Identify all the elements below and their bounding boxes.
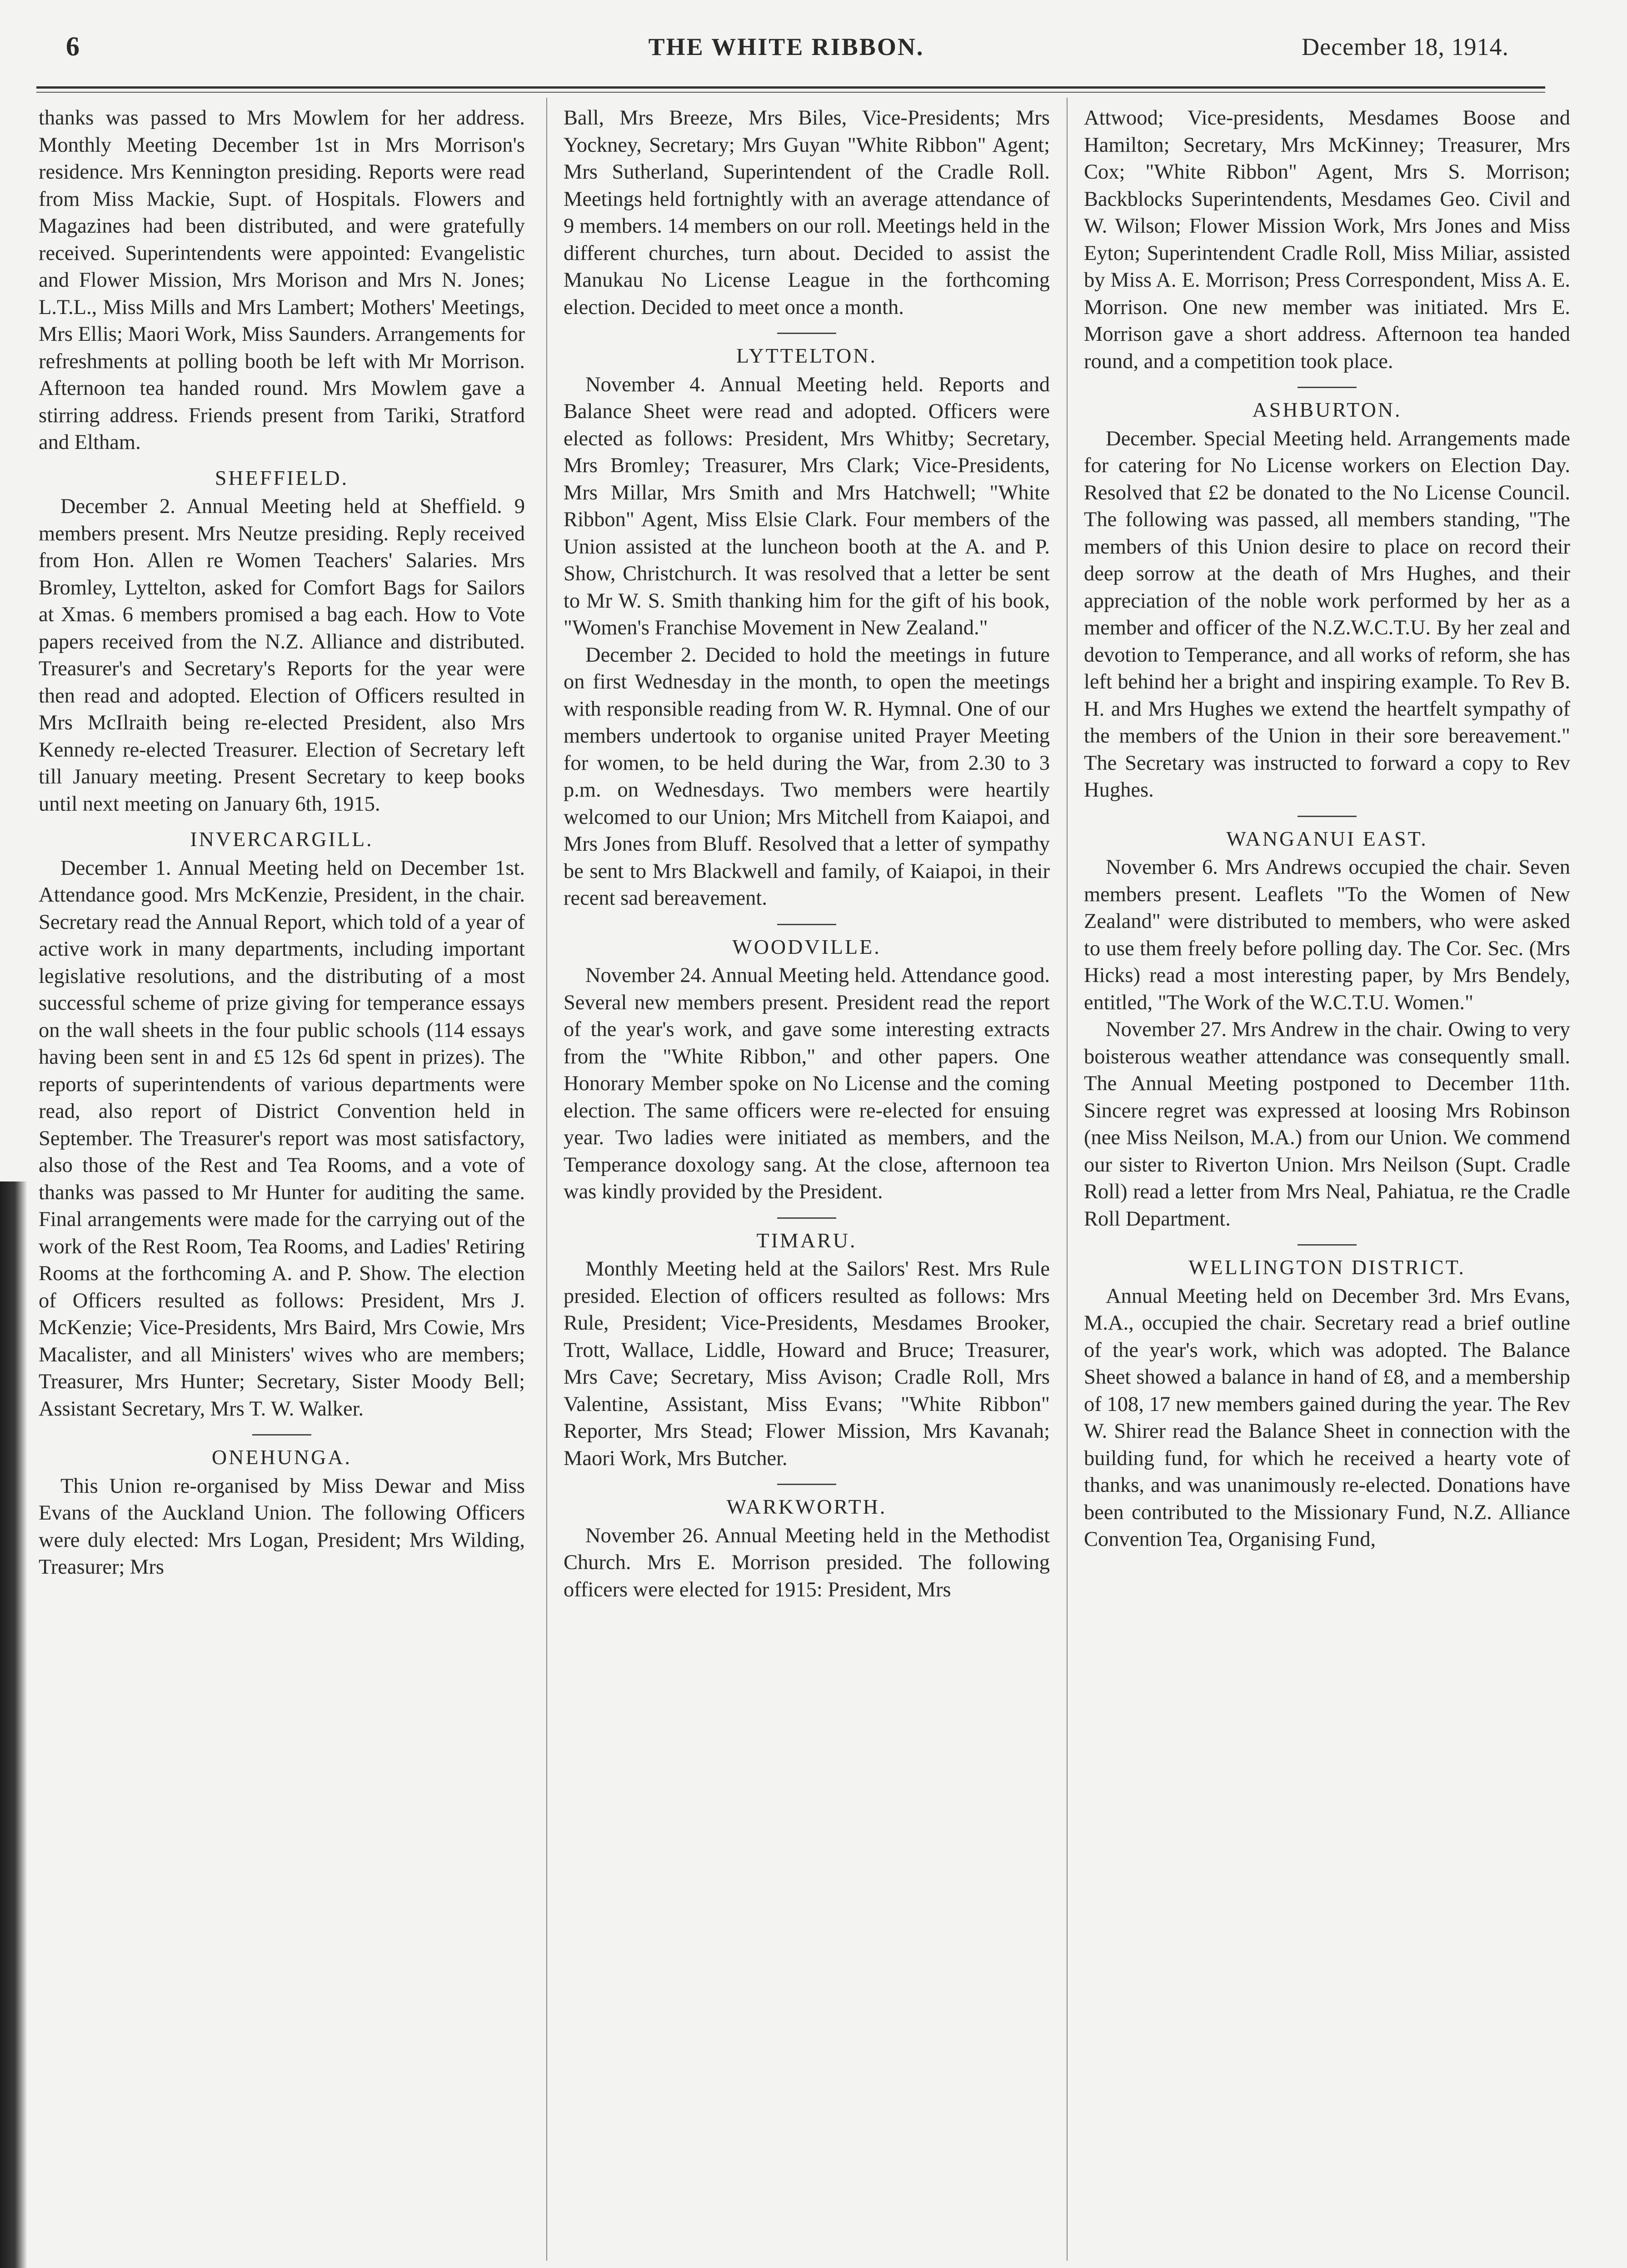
section-heading-onehunga: ONEHUNGA.: [211, 1446, 352, 1469]
article-paragraph: November 4. Annual Meeting held. Reports and Balance Sheet were read and adopted. Officers were elected as follows: President, Mrs Whitby; Secretary, Mrs Bromley; Treasurer, Mrs Clark; Vice-Presidents, Mrs Millar, Mrs Smith and Mrs Hatchwell; "White Ribbon" Agent, Miss Elsie Clark. Four members of the Union assisted at the luncheon booth at the A. and P. Show, Christchurch. It was resolved that a letter be sent to Mr W. S. Smith thanking him for the gift of his book, "Women's Franchise Movement in New Zealand.": [564, 373, 1050, 639]
page-header: [59, 23, 1513, 73]
article-paragraph: Monthly Meeting held at the Sailors' Rest. Mrs Rule presided. Election of officers resulted as follows: Mrs Rule, President; Vice-Presidents, Mesdames Brooker, Trott, Wallace, Liddle, Howard and Bruce; Treasurer, Mrs Cave; Secretary, Miss Avison; Cradle Roll, Mrs Valentine, Assistant, Miss Evans; "White Ribbon" Reporter, Mrs Stead; Flower Mission, Mrs Kavanah; Maori Work, Mrs Butcher.: [564, 1257, 1050, 1470]
article-paragraph: Attwood; Vice-presidents, Mesdames Boose and Hamilton; Secretary, Mrs McKinney; Treasurer, Mrs Cox; "White Ribbon" Agent, Mrs S. Morrison; Backblocks Superintendents, Mesdames Geo. Civil and W. Wilson; Flower Mission Work, Mrs Jones and Miss Eyton; Superintendent Cradle Roll, Miss Miliar, assisted by Miss A. E. Morrison; Press Correspondent, Miss A. E. Morrison. One new member was initiated. Mrs E. Morrison gave a short address. Afternoon tea handed round, and a competition took place.: [1084, 106, 1570, 373]
column-3: [1084, 105, 1570, 1553]
article-paragraph: December. Special Meeting held. Arrangements made for catering for No License workers on Election Day. Resolved that £2 be donated to the No License Council. The following was passed, all members standing, "The members of this Union desire to place on record their deep sorrow at the death of Mrs Hughes, and their appreciation of the noble work performed by her as a member and officer of the N.Z.W.C.T.U. By her zeal and devotion to Temperance, and all works of reform, she has left behind her a bright and inspiring example. To Rev B. H. and Mrs Hughes we extend the heartfelt sympathy of the members of the Union in their sore bereavement." The Secretary was instructed to forward a copy to Rev Hughes.: [1084, 427, 1570, 802]
section-separator: [777, 924, 836, 925]
section-heading-sheffield: SHEFFIELD.: [215, 466, 349, 489]
section-separator: [1298, 387, 1357, 388]
section-heading-wellington-district: WELLINGTON DISTRICT.: [1188, 1256, 1466, 1279]
section-heading-ashburton: ASHBURTON.: [1252, 398, 1402, 421]
section-heading-timaru: TIMARU.: [756, 1228, 857, 1252]
column-1: [39, 105, 525, 1581]
section-separator: [777, 1217, 836, 1219]
issue-date: December 18, 1914.: [1302, 33, 1509, 60]
article-paragraph: November 27. Mrs Andrew in the chair. Owing to very boisterous weather attendance was consequently small. The Annual Meeting postponed to December 11th. Sincere regret was expressed at loosing Mrs Robinson (nee Miss Neilson, M.A.) from our Union. We commend our sister to Riverton Union. Mrs Neilson (Supt. Cradle Roll) read a letter from Mrs Neal, Pahiatua, re the Cradle Roll Department.: [1084, 1018, 1570, 1231]
article-paragraph: Annual Meeting held on December 3rd. Mrs Evans, M.A., occupied the chair. Secretary read a brief outline of the year's work, which was adopted. The Balance Sheet showed a balance in hand of £8, and a membership of 108, 17 new members gained during the year. The Rev W. Shirer read the Balance Sheet in connection with the building fund, for which he received a hearty vote of thanks, and was unanimously re-elected. Donations have been contributed to the Missionary Fund, N.Z. Alliance Convention Tea, Organising Fund,: [1084, 1284, 1570, 1551]
article-paragraph: Ball, Mrs Breeze, Mrs Biles, Vice-Presidents; Mrs Yockney, Secretary; Mrs Guyan "White Ribbon" Agent; Mrs Sutherland, Superintendent of the Cradle Roll. Meetings held fortnightly with an average attendance of 9 members. 14 members on our roll. Meetings held in the different churches, turn about. Decided to assist the Manukau No License League in the forthcoming election. Decided to meet once a month.: [564, 106, 1050, 319]
page-number: 6: [66, 31, 80, 61]
section-heading-invercargill: INVERCARGILL.: [190, 827, 374, 851]
article-paragraph: November 26. Annual Meeting held in the Methodist Church. Mrs E. Morrison presided. The following officers were elected for 1915: President, Mrs: [564, 1524, 1050, 1601]
header-rule-thin: [36, 92, 1545, 93]
article-paragraph: December 1. Annual Meeting held on December 1st. Attendance good. Mrs McKenzie, President, in the chair. Secretary read the Annual Report, which told of a year of active work in many departments, including important legislative resolutions, and the distributing of a most successful scheme of prize giving for temperance essays on the wall sheets in the four public schools (114 essays having been sent in and £5 12s 6d spent in prizes). The reports of superintendents of various departments were read, also report of District Convention held in September. The Treasurer's report was most satisfactory, also those of the Rest and Tea Rooms, and a vote of thanks was passed to Mr Hunter for auditing the same. Final arrangements were made for the carrying out of the work of the Rest Room, Tea Rooms, and Ladies' Retiring Rooms at the forthcoming A. and P. Show. The election of Officers resulted as follows: President, Mrs J. McKenzie; Vice-Presidents, Mrs Baird, Mrs Cowie, Mrs Macalister, and all Ministers' wives who are members; Treasurer, Mrs Hunter; Secretary, Sister Moody Bell; Assistant Secretary, Mrs T. W. Walker.: [39, 856, 525, 1421]
article-paragraph: This Union re-organised by Miss Dewar and Miss Evans of the Auckland Union. The following Officers were duly elected: Mrs Logan, President; Mrs Wilding, Treasurer; Mrs: [39, 1474, 525, 1579]
section-separator: [252, 1434, 311, 1436]
section-separator: [1298, 816, 1357, 817]
article-paragraph: November 6. Mrs Andrews occupied the chair. Seven members present. Leaflets "To the Women of New Zealand" were distributed to members, who were asked to use them freely before polling day. The Cor. Sec. (Mrs Hicks) read a most interesting paper, by Mrs Bendely, entitled, "The Work of the W.C.T.U. Women.": [1084, 856, 1570, 1014]
publication-title: THE WHITE RIBBON.: [648, 33, 924, 60]
article-paragraph: thanks was passed to Mrs Mowlem for her address. Monthly Meeting December 1st in Mrs Morrison's residence. Mrs Kennington presiding. Reports were read from Miss Mackie, Supt. of Hospitals. Flowers and Magazines had been distributed, and were gratefully received. Superintendents were appointed: Evangelistic and Flower Mission, Mrs Morison and Mrs N. Jones; L.T.L., Miss Mills and Mrs Lambert; Mothers' Meetings, Mrs Ellis; Maori Work, Miss Saunders. Arrangements for refreshments at polling booth be left with Mr Morrison. Afternoon tea handed round. Mrs Mowlem gave a stirring address. Friends present from Tariki, Stratford and Eltham.: [39, 106, 525, 454]
section-separator: [1298, 1244, 1357, 1246]
column-divider: [546, 98, 547, 2261]
header-rule: [36, 86, 1545, 89]
section-heading-lyttelton: LYTTELTON.: [736, 344, 878, 367]
article-paragraph: November 24. Annual Meeting held. Attendance good. Several new members present. President read the report of the year's work, and gave some interesting extracts from the "White Ribbon," and other papers. One Honorary Member spoke on No License and the coming election. The same officers were re-elected for ensuing year. Two ladies were initiated as members, and the Temperance doxology sang. At the close, afternoon tea was kindly provided by the President.: [564, 964, 1050, 1203]
section-heading-wanganui-east: WANGANUI EAST.: [1226, 827, 1428, 850]
column-divider: [1067, 98, 1068, 2261]
section-separator: [777, 1484, 836, 1485]
section-separator: [777, 333, 836, 334]
section-heading-warkworth: WARKWORTH.: [726, 1495, 887, 1518]
article-paragraph: December 2. Decided to hold the meetings in future on first Wednesday in the month, to open the meetings with responsible reading from W. R. Hymnal. One of our members undertook to organise united Prayer Meeting for women, to be held during the War, from 2.30 to 3 p.m. on Wednesdays. Two members were heartily welcomed to our Union; Mrs Mitchell from Kaiapoi, and Mrs Jones from Bluff. Resolved that a letter of sympathy be sent to Mrs Blackwell and family, of Kaiapoi, in their recent sad bereavement.: [564, 643, 1050, 910]
section-heading-woodville: WOODVILLE.: [732, 935, 881, 958]
page-edge-shadow: [0, 1181, 27, 2268]
article-paragraph: December 2. Annual Meeting held at Sheffield. 9 members present. Mrs Neutze presiding. Reply received from Hon. Allen re Women Teachers' Salaries. Mrs Bromley, Lyttelton, asked for Comfort Bags for Sailors at Xmas. 6 members promised a bag each. How to Vote papers received from the N.Z. Alliance and distributed. Treasurer's and Secretary's Reports for the year were then read and adopted. Election of Officers resulted in Mrs McIlraith being re-elected President, also Mrs Kennedy re-elected Treasurer. Election of Secretary left till January meeting. Present Secretary to keep books until next meeting on January 6th, 1915.: [39, 495, 525, 816]
column-2: [564, 105, 1050, 1603]
